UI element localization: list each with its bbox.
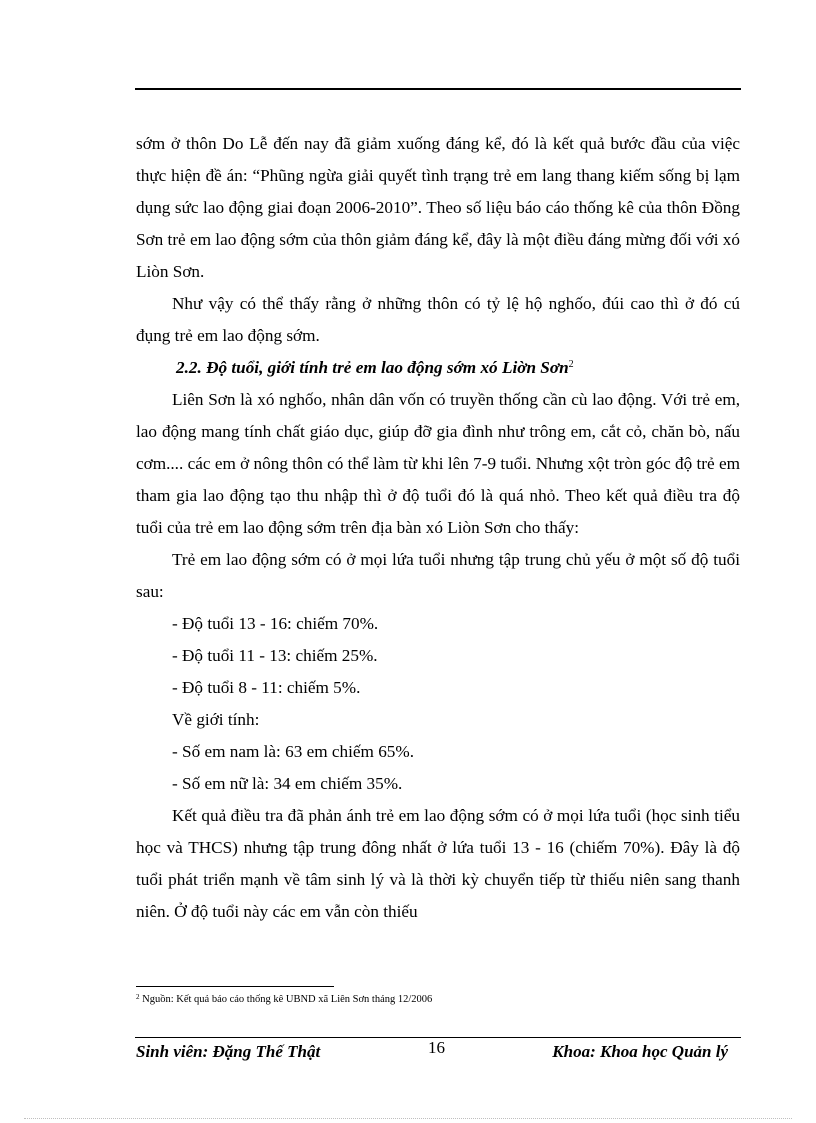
paragraph-survey-result: Kết quả điều tra đã phản ánh trẻ em lao động sớm có ở mọi lứa tuổi (học sinh tiểu học và THCS) nhưng tập trung đông nhất ở lứa tuổi 13 - 16 (chiếm 70%). Đây là độ tuổi phát triển mạnh về tâm sinh lý và là thời kỳ chuyển tiếp từ thiếu niên sang thanh niên. Ở độ tuổi này các em vẫn còn thiếu [136,806,740,921]
footer-faculty: Khoa: Khoa học Quản lý [552,1042,728,1061]
paragraph-continuation: sớm ở thôn Do Lễ đến nay đã giảm xuống đáng kể, đó là kết quả bước đầu của việc thực hiện đề án: “Phũng ngừa giải quyết tình trạng trẻ em lang thang kiếm sống bị lạm dụng sức lao động giai đoạn 2006-2010”. Theo số liệu báo cáo thống kê của thôn Đồng Sơn trẻ em lao động sớm của thôn giảm đáng kể, đây là một điều đáng mừng đối với xó Liòn Sơn. [136,134,740,281]
section-heading [136,352,740,384]
header-rule [135,88,741,90]
footnote-ref: 2 [568,359,574,370]
footnote-text: Nguồn: Kết quả báo cáo thống kê UBND xã Liên Sơn tháng 12/2006 [142,994,433,1005]
paragraph-poverty: Như vậy có thể thấy rằng ở những thôn có tỷ lệ hộ nghốo, đúi cao thì ở đó cú đụng trẻ em lao động sớm. [136,294,740,345]
footer-student: Sinh viên: Đặng Thế Thật [136,1042,321,1061]
age-item-8-11: - Độ tuổi 8 - 11: chiếm 5%. [172,678,361,697]
age-item-11-13: - Độ tuổi 11 - 13: chiếm 25%. [172,646,378,665]
footnote [136,993,432,1007]
paragraph-age-intro: Trẻ em lao động sớm có ở mọi lứa tuổi nhưng tập trung chủ yếu ở một số độ tuổi sau: [136,550,740,601]
footnote-rule [136,986,334,987]
footnote-number: 2 [136,993,140,1001]
section-heading-text: 2.2. Độ tuổi, giới tính trẻ em lao động sớm xó Liờn Sơn [176,358,569,377]
page-edge-divider [24,1118,792,1119]
gender-item-male: - Số em nam là: 63 em chiếm 65%. [172,742,415,761]
main-text [136,128,740,928]
page-number: 16 [428,1038,445,1057]
gender-label: Về giới tính: [172,710,260,729]
age-item-13-16: - Độ tuổi 13 - 16: chiếm 70%. [172,614,379,633]
gender-item-female: - Số em nữ là: 34 em chiếm 35%. [172,774,403,793]
paragraph-lien-son: Liên Sơn là xó nghốo, nhân dân vốn có truyền thống cần cù lao động. Với trẻ em, lao động mang tính chất giáo dục, giúp đỡ gia đình như trông em, cắt cỏ, chăn bò, nấu cơm.... các em ở nông thôn có thể làm từ khi lên 7-9 tuổi. Nhưng xột tròn góc độ trẻ em tham gia lao động tạo thu nhập thì ở độ tuổi đó là quá nhỏ. Theo kết quả điều tra độ tuổi của trẻ em lao động sớm trên địa bàn xó Liòn Sơn cho thấy: [136,390,740,537]
